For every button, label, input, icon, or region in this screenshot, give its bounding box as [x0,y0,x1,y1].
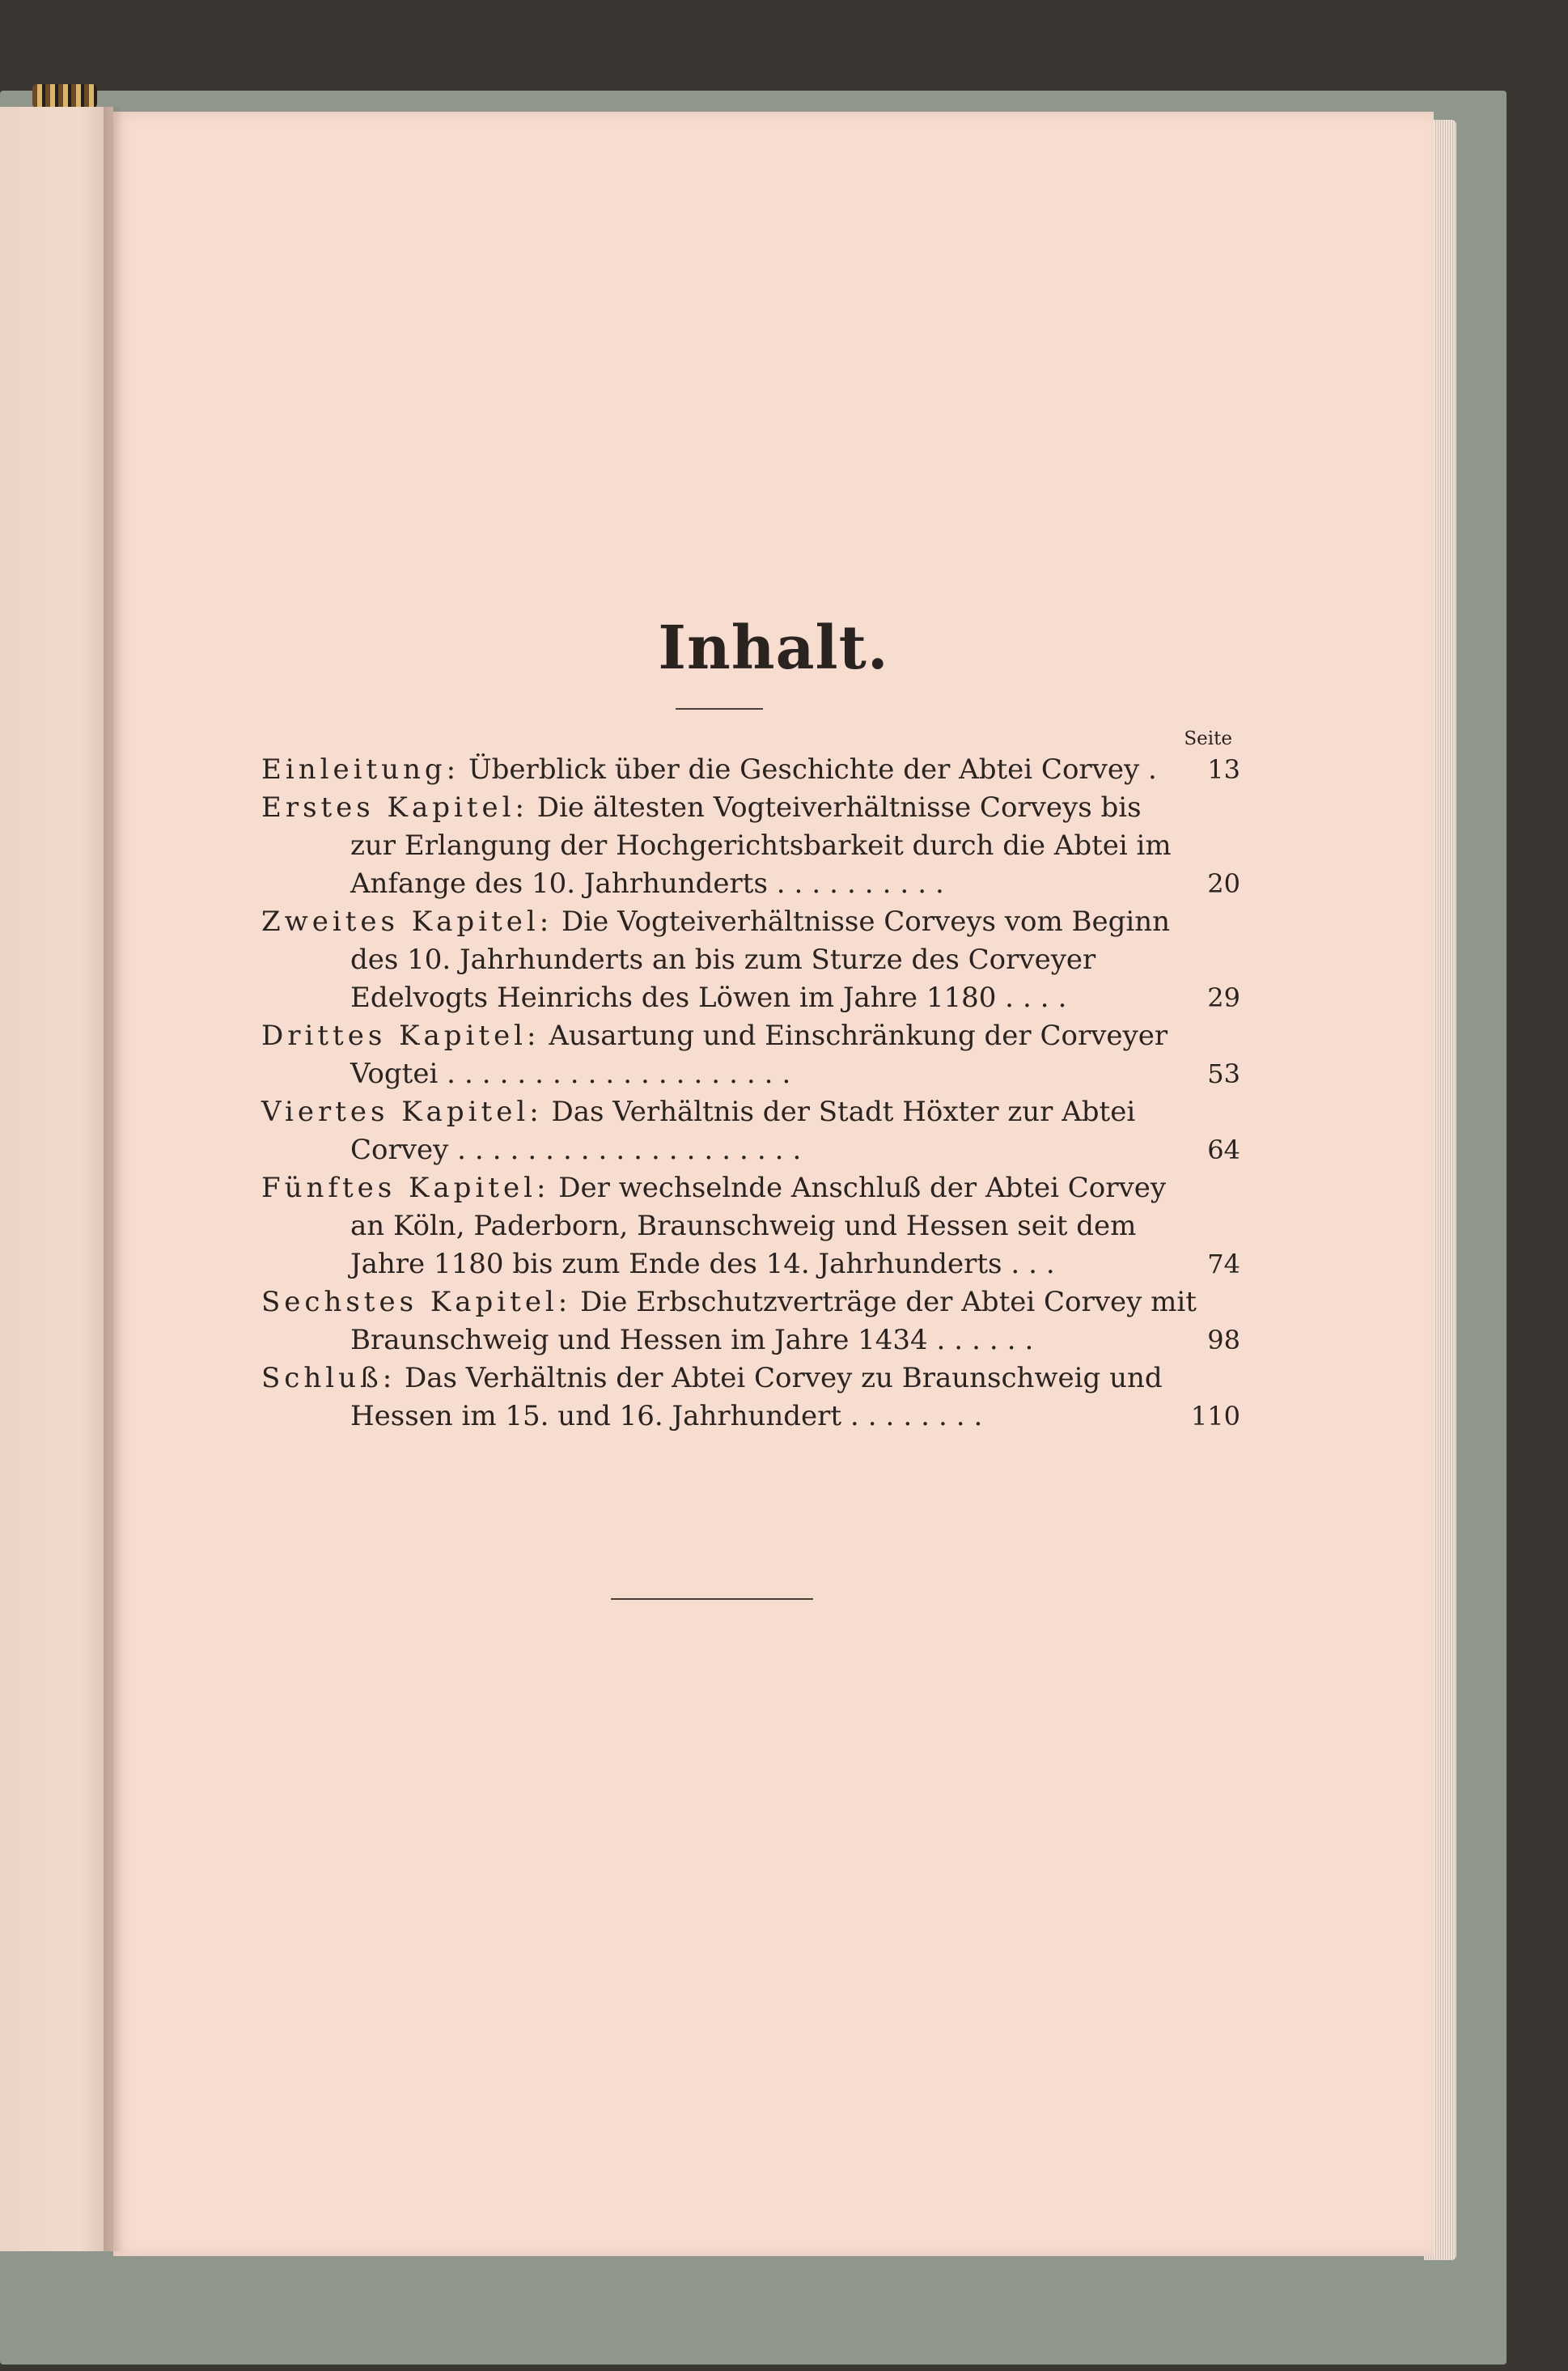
toc-entry-text: Überblick über die Geschichte der Abtei Corvey [468,753,1140,786]
toc-entry [261,1283,1240,1359]
toc-leader: .......... [776,867,953,900]
toc-leader: ... [1011,1248,1064,1280]
toc-entry [261,1169,1240,1283]
left-page [0,107,113,2251]
toc-entry-heading: Drittes Kapitel: [261,1020,540,1052]
toc-entry [261,1017,1240,1093]
toc-entry-text: Die Vogteiverhältnisse Corveys vom Beginn [562,906,1171,938]
toc-page-number: 29 [1207,982,1240,1013]
toc-page-number: 13 [1207,754,1240,785]
toc-entry-heading: Erstes Kapitel: [261,791,528,824]
toc-entry-text: Der wechselnde Anschluß der Abtei Corvey [558,1172,1167,1204]
contents-page [113,112,1434,2256]
toc-entry-text: Vogtei [350,1058,439,1090]
toc-page-number: 74 [1207,1249,1240,1279]
closing-rule [611,1598,813,1600]
toc-entry-text: Corvey [350,1134,449,1166]
toc-entry-heading: Sechstes Kapitel: [261,1286,572,1318]
toc-leader: .................... [457,1134,811,1166]
toc-page-number: 53 [1207,1058,1240,1089]
toc-entry-heading: Fünftes Kapitel: [261,1172,550,1204]
table-of-contents [261,751,1240,1436]
title-rule [676,708,763,710]
toc-entry-text: des 10. Jahrhunderts an bis zum Sturze des Corveyer [350,944,1096,976]
toc-page-number: 20 [1207,868,1240,899]
toc-leader: .................... [447,1058,800,1090]
toc-entry-text: Das Verhältnis der Abtei Corvey zu Braunschweig und [404,1362,1163,1394]
toc-entry [261,1359,1240,1436]
toc-entry-text: Braunschweig und Hessen im Jahre 1434 [350,1324,928,1356]
toc-entry-heading: Einleitung: [261,753,460,786]
toc-entry-text: Die Erbschutzverträge der Abtei Corvey mit [580,1286,1197,1318]
toc-entry-heading: Viertes Kapitel: [261,1096,543,1128]
toc-entry-text: Jahre 1180 bis zum Ende des 14. Jahrhunderts [350,1248,1002,1280]
spine-shadow [104,107,123,2251]
page-title: Inhalt. [658,613,889,683]
toc-leader: ...... [936,1324,1043,1356]
toc-entry [261,751,1240,789]
toc-entry [261,789,1240,903]
toc-leader: ........ [850,1400,992,1432]
toc-entry-text: Anfange des 10. Jahrhunderts [350,867,768,900]
toc-entry-text: an Köln, Paderborn, Braunschweig und Hessen seit dem [350,1210,1137,1242]
toc-page-number: 110 [1190,1401,1240,1432]
toc-entry-heading: Schluß: [261,1362,396,1394]
toc-entry-text: zur Erlangung der Hochgerichtsbarkeit durch die Abtei im [350,829,1172,862]
toc-entry-heading: Zweites Kapitel: [261,906,553,938]
page-column-label: Seite [1184,728,1232,749]
toc-page-number: 98 [1207,1325,1240,1355]
toc-entry-text: Edelvogts Heinrichs des Löwen im Jahre 1180 [350,982,997,1014]
toc-entry-text: Die ältesten Vogteiverhältnisse Corveys bis [536,791,1142,824]
book-headband [32,84,97,108]
toc-entry-text: Hessen im 15. und 16. Jahrhundert [350,1400,842,1432]
toc-entry-text: Ausartung und Einschränkung der Corveyer [549,1020,1168,1052]
toc-entry [261,903,1240,1017]
toc-page-number: 64 [1207,1135,1240,1165]
toc-leader: .... [1005,982,1076,1014]
toc-entry [261,1093,1240,1169]
toc-leader: . [1148,753,1166,786]
toc-entry-text: Das Verhältnis der Stadt Höxter zur Abtei [551,1096,1136,1128]
